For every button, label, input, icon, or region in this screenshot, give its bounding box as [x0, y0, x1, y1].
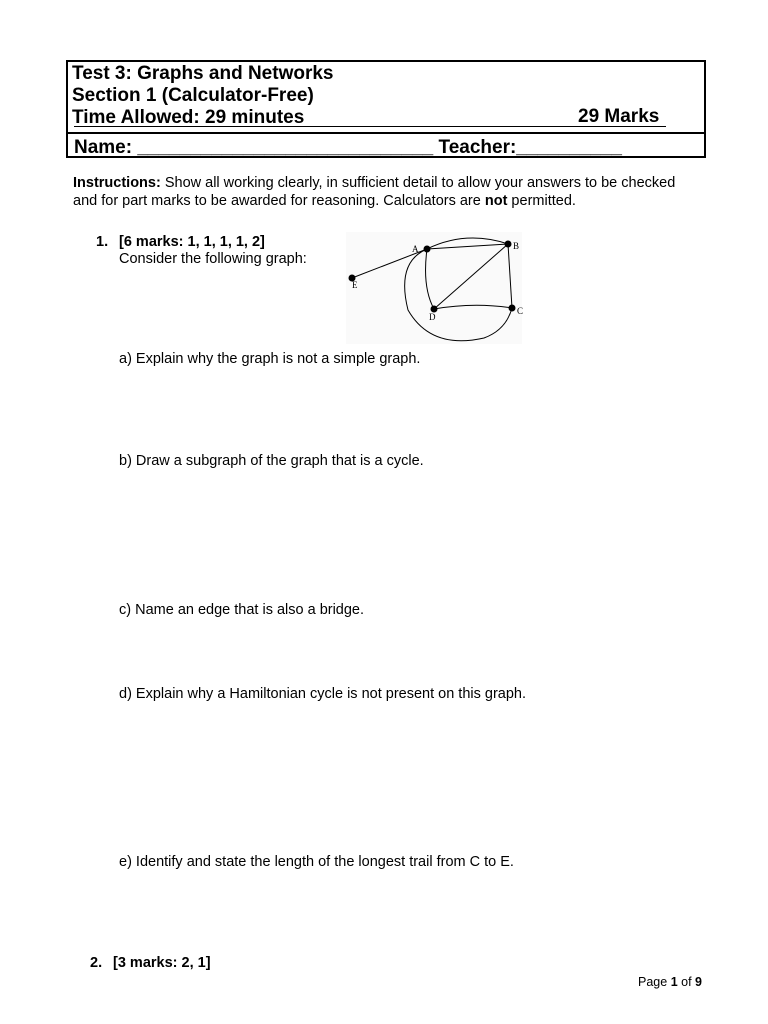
instructions-bold-word: not [484, 193, 508, 209]
test-title: Test 3: Graphs and Networks [72, 63, 334, 84]
q1-prompt: Consider the following graph: [119, 251, 307, 267]
vertex-B [505, 241, 512, 248]
q2-marks: [3 marks: 2, 1] [113, 955, 211, 971]
q1-marks: [6 marks: 1, 1, 1, 1, 2] [119, 234, 265, 250]
name-teacher-field[interactable]: Name: ____________________________ Teacher:__________ [74, 137, 622, 158]
q1-part-c: c) Name an edge that is also a bridge. [119, 602, 365, 618]
vertex-A [424, 246, 431, 253]
label-A: A [412, 244, 419, 254]
instructions-label: Instructions: [73, 175, 161, 191]
label-E: E [352, 280, 358, 290]
header-divider [66, 132, 706, 134]
q1-part-b: b) Draw a subgraph of the graph that is a cycle. [119, 453, 424, 469]
q1-graph [346, 232, 522, 344]
time-allowed: Time Allowed: 29 minutes [72, 107, 305, 128]
q1-part-d: d) Explain why a Hamiltonian cycle is not present on this graph. [119, 686, 527, 702]
total-marks: 29 Marks [578, 106, 660, 127]
q1-part-e: e) Identify and state the length of the longest trail from C to E. [119, 854, 514, 870]
page-number: 1 [670, 975, 678, 989]
label-B: B [513, 241, 520, 251]
q1-number: 1. [96, 234, 109, 250]
page-total: 9 [695, 975, 702, 989]
label-D: D [429, 312, 436, 322]
instructions [73, 174, 683, 210]
page-footer [638, 975, 702, 989]
section-title: Section 1 (Calculator-Free) [72, 85, 314, 106]
vertex-C [509, 305, 516, 312]
page-word: Page [638, 975, 668, 989]
instructions-text-1: Show all working clearly, in sufficient detail to allow your answers to be checked and for part marks to be awarded for reasoning. Calculators are [73, 175, 676, 209]
label-C: C [517, 306, 524, 316]
q2-number: 2. [90, 955, 103, 971]
q1-part-a: a) Explain why the graph is not a simple graph. [119, 351, 421, 367]
of-word: of [681, 975, 692, 989]
instructions-text-2: permitted. [507, 193, 576, 209]
